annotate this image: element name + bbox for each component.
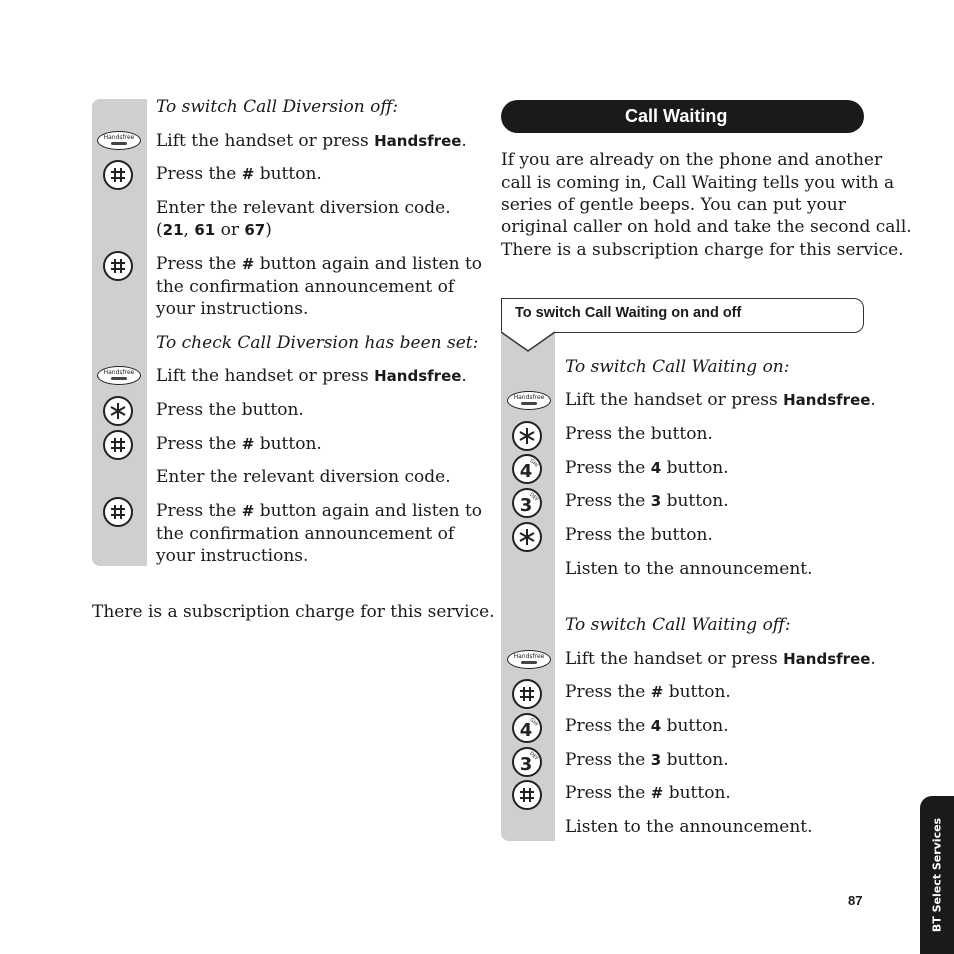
svg-text:DEF: DEF — [528, 750, 540, 762]
side-tab — [920, 796, 954, 954]
press-3-text: Press the 3 button. — [565, 750, 729, 770]
svg-text:4: 4 — [519, 461, 533, 482]
press-hash-text: Press the # button. — [565, 682, 731, 702]
star-key-icon — [103, 396, 133, 426]
lift-handset-text: Lift the handset or press Handsfree. — [565, 649, 876, 669]
press-hash-text: Press the # button. — [565, 783, 731, 803]
lift-handset-text: Lift the handset or press Handsfree. — [156, 131, 467, 151]
hash-key-icon — [512, 679, 542, 709]
lift-handset-text: Lift the handset or press Handsfree. — [156, 366, 467, 386]
enter-code-text: Enter the relevant diversion code. — [156, 467, 451, 487]
press-hash-again-text: Press the # button again and listen to — [156, 501, 483, 521]
handsfree-icon: Handsfree — [97, 131, 141, 150]
confirmation-text: the confirmation announcement of — [156, 524, 455, 544]
intro-line: If you are already on the phone and another — [501, 150, 883, 170]
hash-key-icon — [512, 780, 542, 810]
svg-text:4: 4 — [519, 720, 533, 741]
hash-key-icon — [103, 251, 133, 281]
press-3-text: Press the 3 button. — [565, 491, 729, 511]
enter-code-text: Enter the relevant diversion code. — [156, 198, 451, 218]
page-number: 87 — [848, 893, 863, 908]
listen-text: Listen to the announcement. — [565, 559, 813, 579]
key-4-icon — [512, 454, 542, 484]
confirmation-text: the confirmation announcement of — [156, 277, 455, 297]
press-star-text: Press the button. — [156, 400, 304, 420]
subheader-box: To switch Call Waiting on and off — [501, 298, 864, 333]
intro-line: call is coming in, Call Waiting tells you with a — [501, 173, 895, 193]
lift-handset-text: Lift the handset or press Handsfree. — [565, 390, 876, 410]
instructions-text: your instructions. — [156, 546, 309, 566]
hash-key-icon — [103, 160, 133, 190]
svg-text:GHI: GHI — [528, 457, 540, 469]
subheader-pointer — [501, 331, 557, 353]
svg-text:GHI: GHI — [528, 716, 540, 728]
press-hash-text: Press the # button. — [156, 434, 322, 454]
handsfree-icon: Handsfree — [97, 366, 141, 385]
key-3-icon — [512, 747, 542, 777]
diversion-codes: (21, 61 or 67) — [156, 220, 272, 240]
hash-key-icon — [103, 497, 133, 527]
hash-key-icon — [103, 430, 133, 460]
press-hash-text: Press the # button. — [156, 164, 322, 184]
subscription-note: There is a subscription charge for this service. — [92, 602, 495, 622]
press-star-text: Press the button. — [565, 525, 713, 545]
star-key-icon — [512, 522, 542, 552]
diversion-off-heading: To switch Call Diversion off: — [156, 97, 399, 117]
svg-text:DEF: DEF — [528, 491, 540, 503]
press-4-text: Press the 4 button. — [565, 458, 729, 478]
press-star-text: Press the button. — [565, 424, 713, 444]
side-tab-label: BT Select Services — [930, 817, 944, 933]
key-3-icon — [512, 488, 542, 518]
handsfree-icon: Handsfree — [507, 650, 551, 669]
press-hash-again-text: Press the # button again and listen to — [156, 254, 483, 274]
instructions-text: your instructions. — [156, 299, 309, 319]
section-header: Call Waiting — [501, 100, 864, 133]
svg-text:3: 3 — [519, 495, 533, 516]
intro-line: series of gentle beeps. You can put your — [501, 195, 846, 215]
star-key-icon — [512, 421, 542, 451]
svg-text:3: 3 — [519, 754, 533, 775]
cw-off-heading: To switch Call Waiting off: — [565, 615, 791, 635]
key-4-icon — [512, 713, 542, 743]
check-diversion-heading: To check Call Diversion has been set: — [156, 333, 479, 353]
intro-line: original caller on hold and take the second call. — [501, 217, 912, 237]
press-4-text: Press the 4 button. — [565, 716, 729, 736]
handsfree-icon: Handsfree — [507, 391, 551, 410]
cw-on-heading: To switch Call Waiting on: — [565, 357, 790, 377]
intro-line: There is a subscription charge for this service. — [501, 240, 904, 260]
listen-text: Listen to the announcement. — [565, 817, 813, 837]
